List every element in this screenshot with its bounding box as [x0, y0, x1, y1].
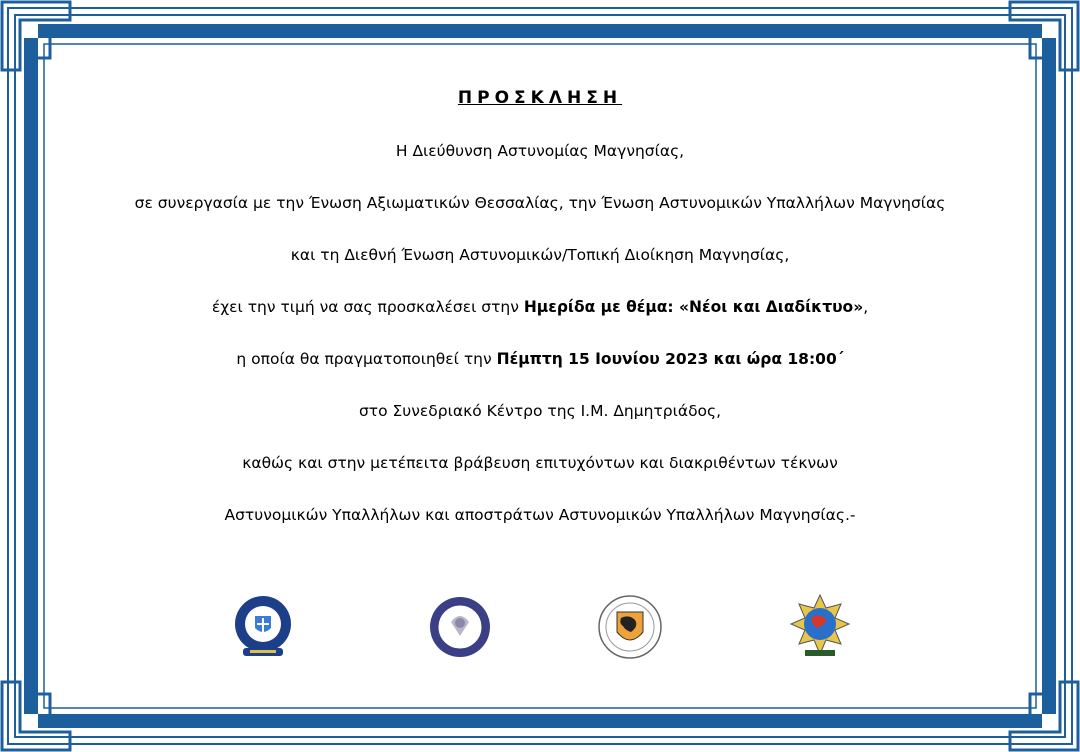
- event-theme: Ημερίδα με θέμα: «Νέοι και Διαδίκτυο»: [523, 298, 864, 316]
- line-international-association: και τη Διεθνή Ένωση Αστυνομικών/Τοπική Διοίκηση Μαγνησίας,: [290, 246, 790, 264]
- line-event-invite: [60, 296, 1020, 318]
- invitation-title: ΠΡΟΣΚΛΗΣΗ: [457, 88, 623, 108]
- globe-star-emblem-icon: [785, 592, 855, 662]
- invitation-body: [60, 60, 1020, 700]
- date-intro: η οποία θα πραγματοποιηθεί την: [236, 350, 497, 368]
- shield-emblem-icon: [595, 592, 665, 662]
- line-venue: στο Συνεδριακό Κέντρο της Ι.Μ. Δημητριάδος,: [358, 402, 722, 420]
- line-directorate: Η Διεύθυνση Αστυνομίας Μαγνησίας,: [395, 142, 685, 160]
- event-datetime: Πέμπτη 15 Ιουνίου 2023 και ώρα 18:00΄: [496, 350, 844, 368]
- line-awards: καθώς και στην μετέπειτα βράβευση επιτυχόντων και διακριθέντων τέκνων: [242, 454, 838, 472]
- line-event-date: [60, 348, 1020, 370]
- line-cooperation: σε συνεργασία με την Ένωση Αξιωματικών Θεσσαλίας, την Ένωση Αστυνομικών Υπαλλήλων Μαγνησίας: [134, 194, 946, 212]
- hellenic-police-emblem-icon: [228, 592, 298, 662]
- invite-text: έχει την τιμή να σας προσκαλέσει στην: [211, 298, 524, 316]
- round-seal-emblem-icon: [425, 592, 495, 662]
- line-recipients: Αστυνομικών Υπαλλήλων και αποστράτων Αστυνομικών Υπαλλήλων Μαγνησίας.-: [224, 506, 856, 524]
- invite-comma: ,: [863, 298, 869, 316]
